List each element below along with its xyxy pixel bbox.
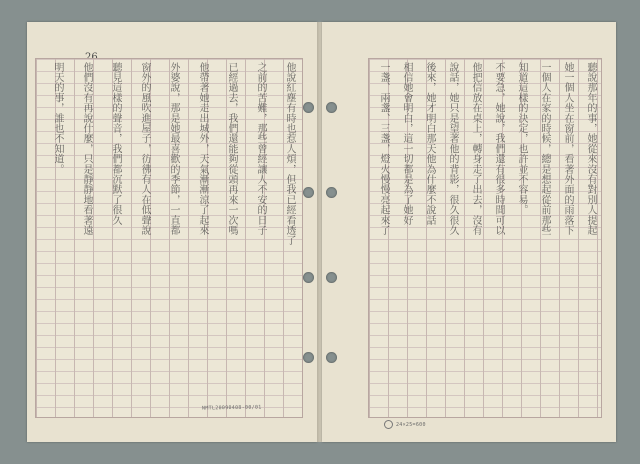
manuscript-column: 他帶著她走出城外，天氣漸漸涼了起來 [197, 62, 208, 236]
manuscript-column: 聽說那年的事，她從來沒有對別人提起 [585, 62, 596, 236]
manuscript-column: 明天的事，誰也不知道。 [52, 62, 63, 175]
manuscript-column: 窗外的風吹進屋子，彷彿有人在低聲說 [139, 62, 150, 236]
binder-hole [303, 187, 314, 198]
right-manuscript-page [322, 22, 616, 442]
archive-stamp: NMTL20090408-00/01 [201, 404, 262, 412]
binder-hole [326, 352, 337, 363]
manuscript-column: 之前的苦難，那些曾經讓人不安的日子 [255, 62, 266, 236]
binder-hole [326, 272, 337, 283]
paper-maker-logo [384, 420, 393, 429]
binder-hole [303, 102, 314, 113]
manuscript-column: 一個人在家的時候，總是想起從前那些 [539, 62, 550, 236]
binder-hole [326, 187, 337, 198]
manuscript-column: 他們沒有再說什麼，只是靜靜地看著遠 [81, 62, 92, 236]
manuscript-column: 後來，她才明白那天他為什麼不說話 [424, 62, 435, 226]
manuscript-column: 不要急，她說，我們還有很多時間可以 [493, 62, 504, 236]
manuscript-column: 他說紅塵有時也惹人煩，但我已經看透了 [284, 62, 295, 246]
paper-spec-code: 24×25=600 [396, 422, 426, 428]
manuscript-column: 他把信放在桌上，轉身走了出去，沒有 [470, 62, 481, 236]
manuscript-column: 知道這樣的決定，也許並不容易。 [516, 62, 527, 215]
binder-hole [326, 102, 337, 113]
manuscript-column: 她一個人坐在窗前，看著外面的雨落下 [562, 62, 573, 236]
manuscript-column: 相信她會明白，這一切都是為了她好 [401, 62, 412, 226]
manuscript-column: 聽見這樣的聲音，我們都沉默了很久 [110, 62, 121, 226]
binder-hole [303, 352, 314, 363]
manuscript-column: 外婆說，那是她最喜歡的季節，一直都 [168, 62, 179, 236]
manuscript-column: 已經過去，我們還能夠從頭再來一次嗎 [226, 62, 237, 236]
binder-hole [303, 272, 314, 283]
manuscript-column: 一盞、兩盞、三盞，燈火慢慢亮起來了 [378, 62, 389, 236]
manuscript-column: 說話，她只是望著他的背影，很久很久 [447, 62, 458, 236]
left-manuscript-page [27, 22, 317, 442]
